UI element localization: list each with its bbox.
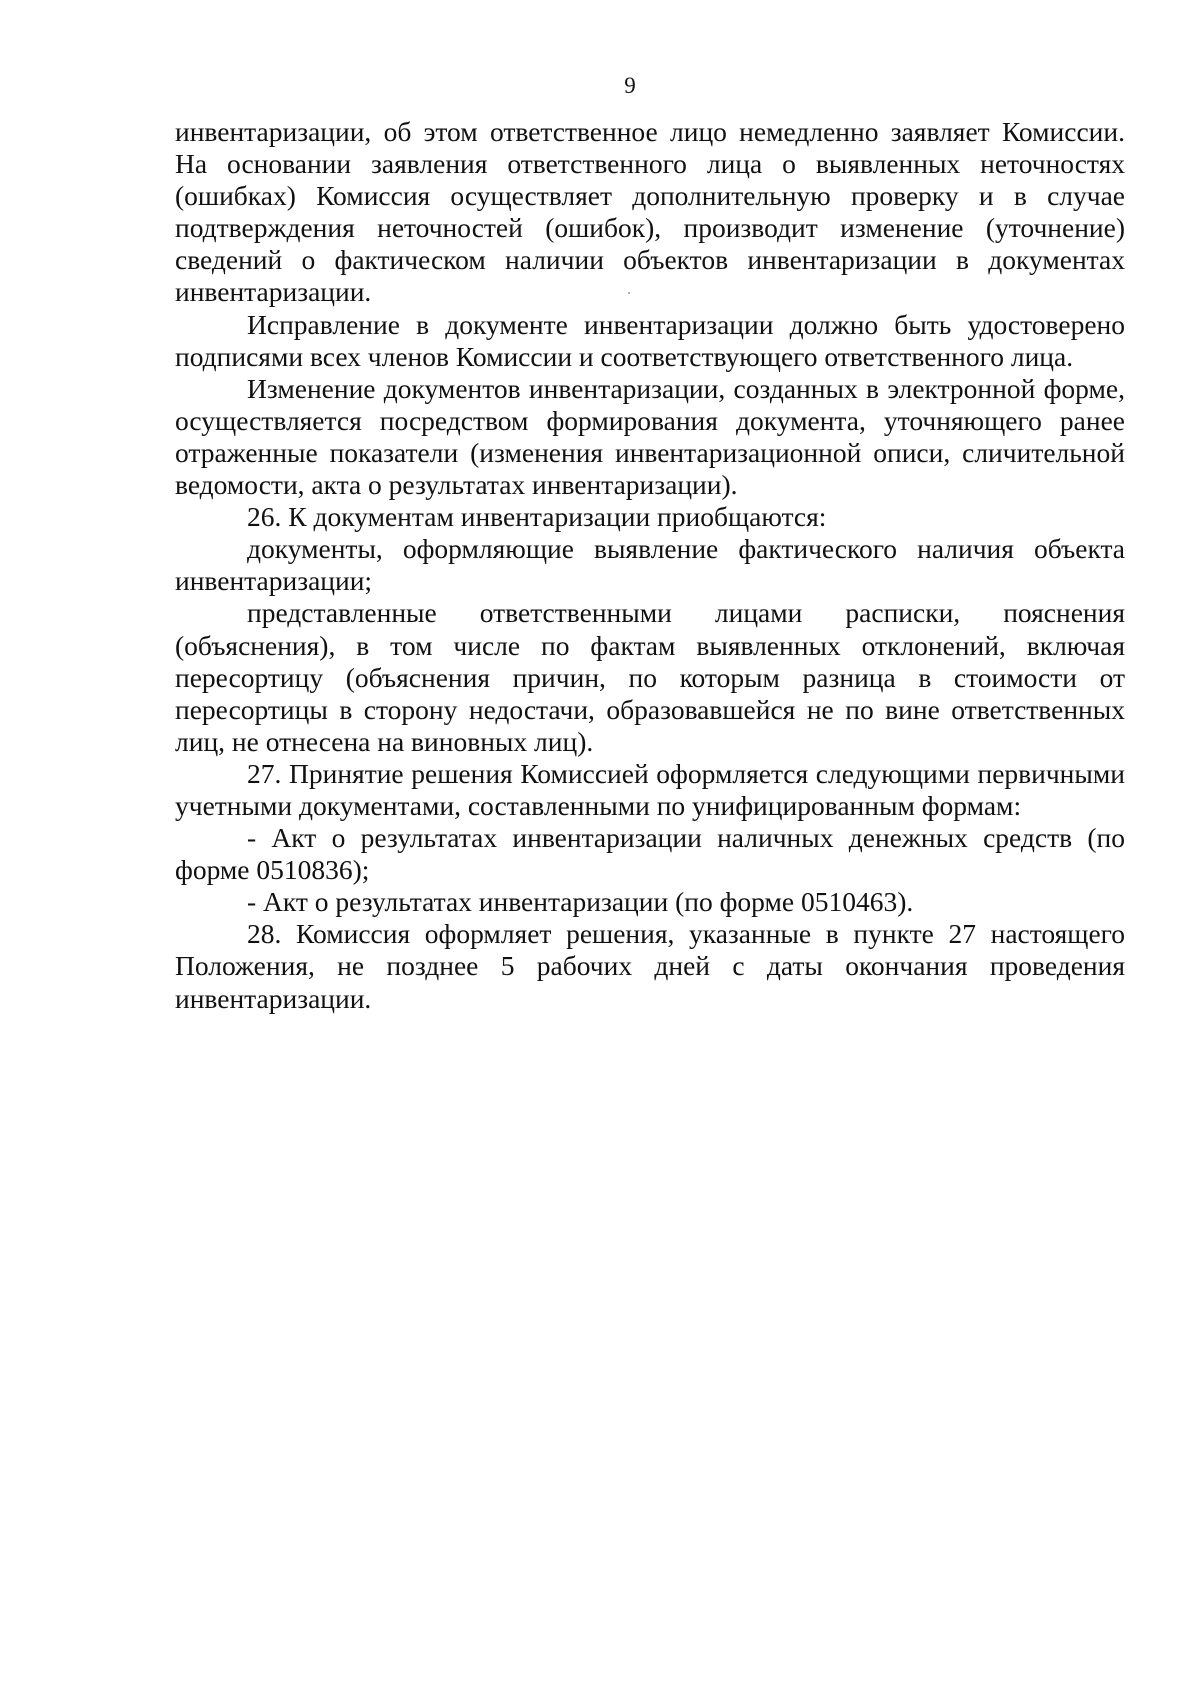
page-number: 9 xyxy=(624,73,636,98)
paragraph-item-27: 27. Принятие решения Комиссией оформляется следующими первичными учетными документами, составленными по унифицированным формам: xyxy=(175,757,1125,821)
paragraph-item-26-explanations: представленные ответственными лицами расписки, пояснения (объяснения), в том числе по фактам выявленных отклонений, включая пересортицу (объяснения причин, по которым разница в стоимости от пересортицы в сторону недостачи, образовавшейся не по вине ответственных лиц, не отнесена на виновных лиц). xyxy=(175,597,1125,757)
paragraph-item-26: 26. К документам инвентаризации приобщаются: xyxy=(247,501,827,533)
paragraph-item-28: 28. Комиссия оформляет решения, указанные в пункте 27 настоящего Положения, не позднее 5 рабочих дней с даты окончания проведения инвентаризации. xyxy=(175,918,1125,1014)
document-body xyxy=(175,116,1125,1015)
paragraph-item-27-results-act: - Акт о результатах инвентаризации (по форме 0510463). xyxy=(247,886,914,918)
paragraph-continuation: инвентаризации, об этом ответственное лицо немедленно заявляет Комиссии. На основании заявления ответственного лица о выявленных неточностях (ошибках) Комиссия осуществляет дополнительную проверку и в случае подтверждения неточностей (ошибок), производит изменение (уточнение) сведений о фактическом наличии объектов инвентаризации в документах инвентаризации. xyxy=(175,116,1125,308)
paragraph-item-26-documents: документы, оформляющие выявление фактического наличия объекта инвентаризации; xyxy=(175,533,1125,597)
paragraph-item-27-cash-act: - Акт о результатах инвентаризации наличных денежных средств (по форме 0510836); xyxy=(175,822,1125,886)
scan-speck xyxy=(628,292,630,294)
paragraph-correction-signatures: Исправление в документе инвентаризации должно быть удостоверено подписями всех членов Комиссии и соответствующего ответственного лица. xyxy=(175,308,1125,372)
paragraph-electronic-changes: Изменение документов инвентаризации, созданных в электронной форме, осуществляется посредством формирования документа, уточняющего ранее отраженные показатели (изменения инвентаризационной описи, сличительной ведомости, акта о результатах инвентаризации). xyxy=(175,372,1125,501)
